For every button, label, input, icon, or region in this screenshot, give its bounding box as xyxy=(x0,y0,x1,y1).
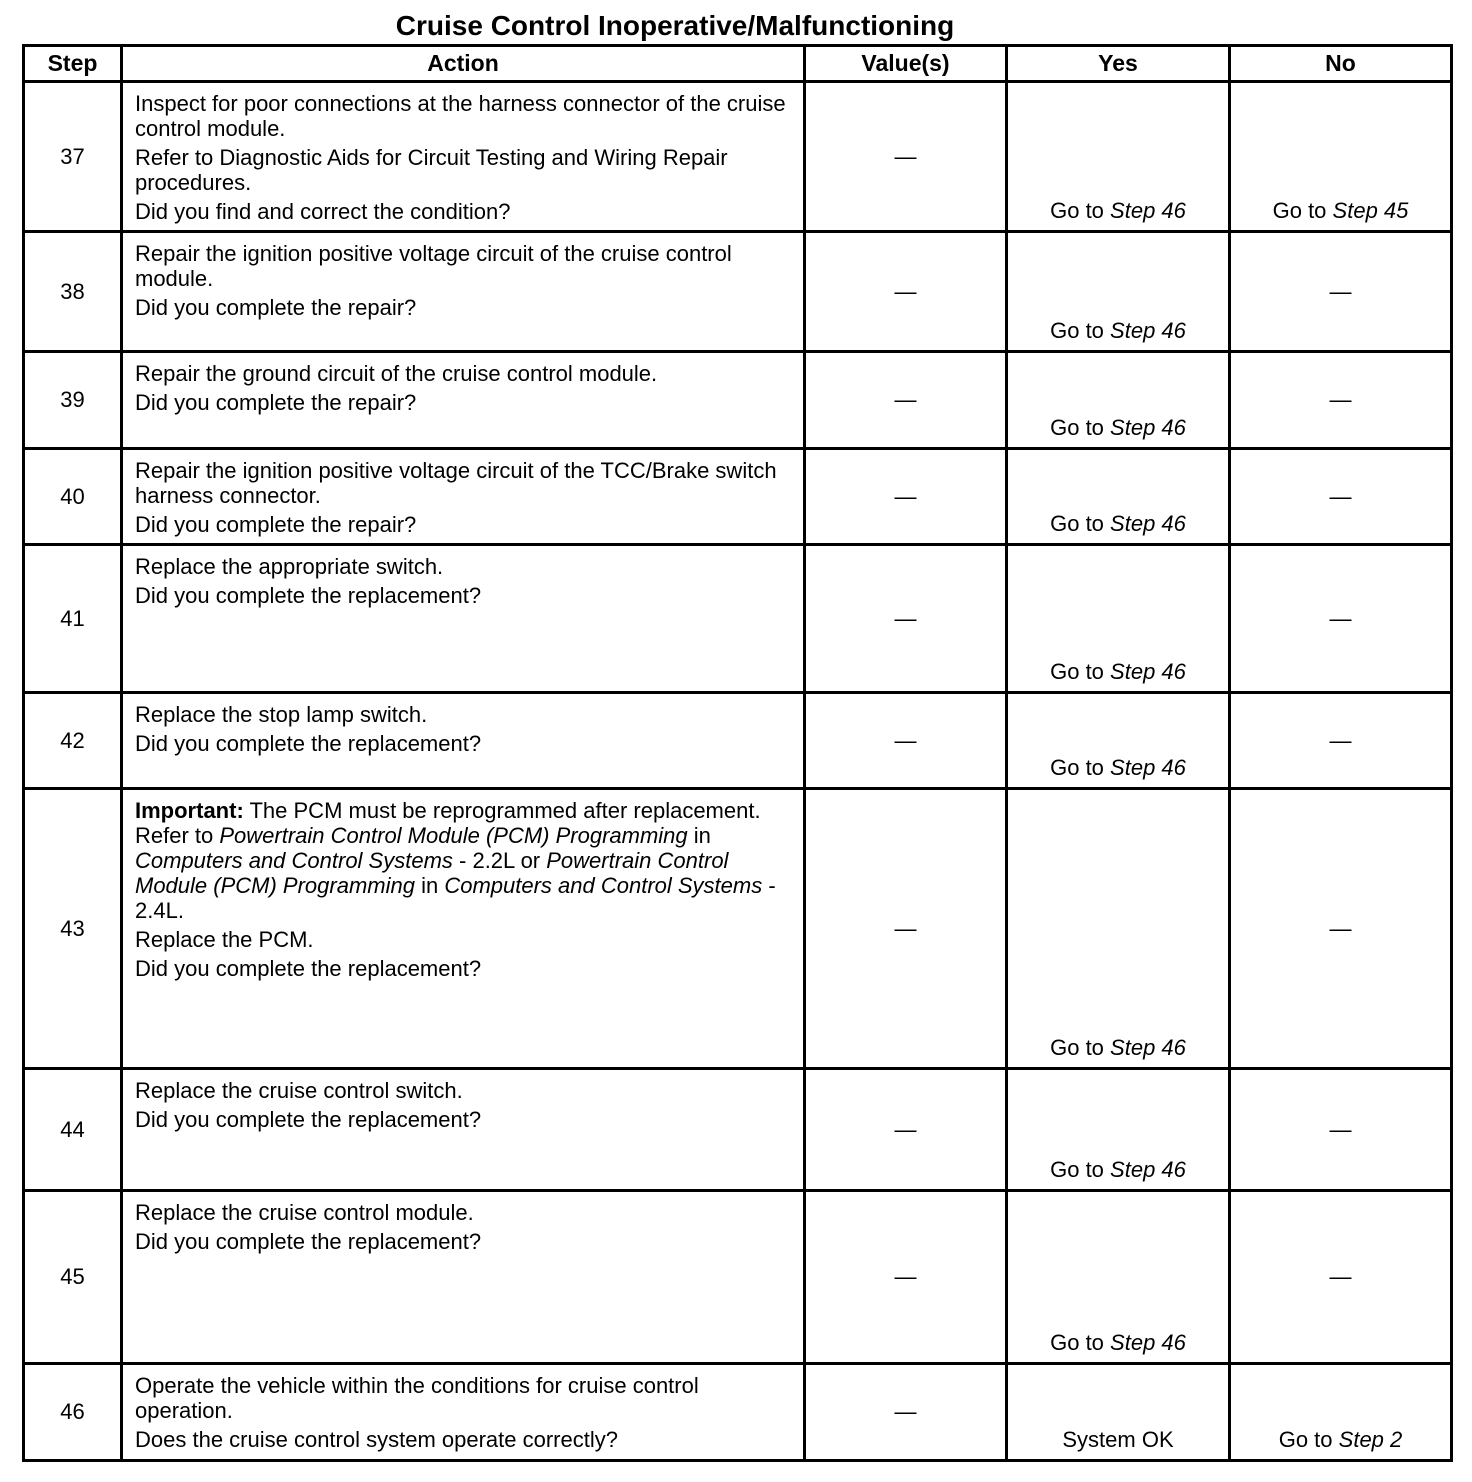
value-cell: — xyxy=(805,693,1007,789)
yes-prefix: Go to xyxy=(1050,198,1104,223)
action-question: Did you complete the replacement? xyxy=(135,1229,482,1254)
yes-prefix: Go to xyxy=(1050,755,1104,780)
table-row-step-44 xyxy=(24,1069,1452,1191)
header-step: Step xyxy=(24,46,122,82)
header-values: Value(s) xyxy=(805,46,1007,82)
yes-cell xyxy=(1007,1069,1230,1191)
value-cell: — xyxy=(805,82,1007,232)
reference-title: Powertrain Control Module (PCM) Programming xyxy=(135,848,729,898)
yes-cell xyxy=(1007,789,1230,1069)
yes-prefix: Go to xyxy=(1050,1157,1104,1182)
yes-step-link[interactable]: Step 46 xyxy=(1110,415,1186,440)
table-row-step-39 xyxy=(24,352,1452,449)
no-step-link[interactable]: Step 45 xyxy=(1332,198,1409,223)
no-prefix: Go to xyxy=(1272,198,1327,223)
action-text: Replace the appropriate switch. xyxy=(135,554,444,579)
table-title: Cruise Control Inoperative/Malfunctioning xyxy=(395,10,955,41)
action-question: Did you complete the replacement? xyxy=(135,956,482,981)
yes-prefix: Go to xyxy=(1050,318,1104,343)
table-row-step-43 xyxy=(24,789,1452,1069)
yes-cell xyxy=(1007,449,1230,545)
no-cell: — xyxy=(1230,789,1452,1069)
step-number: 38 xyxy=(24,232,122,352)
yes-step-link[interactable]: Step 46 xyxy=(1110,1330,1186,1355)
no-cell: — xyxy=(1230,1069,1452,1191)
value-cell: — xyxy=(805,545,1007,693)
yes-cell xyxy=(1007,545,1230,693)
action-cell xyxy=(122,1364,805,1461)
action-text: Replace the cruise control switch. xyxy=(135,1078,463,1103)
no-cell: — xyxy=(1230,1191,1452,1364)
table-row-step-37 xyxy=(24,82,1452,232)
table-row-step-40 xyxy=(24,449,1452,545)
yes-prefix: Go to xyxy=(1050,1035,1104,1060)
action-question: Did you complete the replacement? xyxy=(135,1107,482,1132)
value-cell: — xyxy=(805,352,1007,449)
action-question: Did you complete the repair? xyxy=(135,512,417,537)
yes-step-link[interactable]: Step 46 xyxy=(1110,659,1186,684)
header-no: No xyxy=(1230,46,1452,82)
step-number: 45 xyxy=(24,1191,122,1364)
value-cell: — xyxy=(805,789,1007,1069)
no-cell: — xyxy=(1230,693,1452,789)
reference-title: Computers and Control Systems xyxy=(444,873,763,898)
action-cell xyxy=(122,545,805,693)
action-cell xyxy=(122,82,805,232)
yes-step-link[interactable]: Step 46 xyxy=(1110,755,1186,780)
no-cell xyxy=(1230,1364,1452,1461)
action-cell xyxy=(122,1069,805,1191)
action-text: Repair the ignition positive voltage circuit of the TCC/Brake switch harness connector. xyxy=(135,458,777,508)
action-text: Inspect for poor connections at the harness connector of the cruise control module. xyxy=(135,91,786,141)
yes-step-link[interactable]: Step 46 xyxy=(1110,511,1186,536)
value-cell: — xyxy=(805,1069,1007,1191)
yes-step-link[interactable]: Step 46 xyxy=(1110,1157,1186,1182)
action-cell xyxy=(122,449,805,545)
step-number: 42 xyxy=(24,693,122,789)
reference-title: Powertrain Control Module (PCM) Programming xyxy=(219,823,688,848)
step-number: 37 xyxy=(24,82,122,232)
no-cell: — xyxy=(1230,352,1452,449)
no-step-link[interactable]: Step 2 xyxy=(1338,1427,1403,1452)
yes-prefix: Go to xyxy=(1050,1330,1104,1355)
action-cell xyxy=(122,1191,805,1364)
yes-prefix: Go to xyxy=(1050,659,1104,684)
table-row-step-46 xyxy=(24,1364,1452,1461)
no-cell xyxy=(1230,82,1452,232)
action-cell xyxy=(122,232,805,352)
no-cell: — xyxy=(1230,545,1452,693)
table-row-step-42 xyxy=(24,693,1452,789)
table-row-step-38 xyxy=(24,232,1452,352)
action-question: Does the cruise control system operate correctly? xyxy=(135,1427,618,1452)
diagnostic-table xyxy=(22,44,1453,1462)
important-label: Important: xyxy=(135,798,244,823)
action-text: Replace the cruise control module. xyxy=(135,1200,474,1225)
table-row-step-41 xyxy=(24,545,1452,693)
action-cell xyxy=(122,693,805,789)
action-question: Did you complete the repair? xyxy=(135,390,417,415)
step-number: 41 xyxy=(24,545,122,693)
yes-cell xyxy=(1007,232,1230,352)
no-cell: — xyxy=(1230,232,1452,352)
no-prefix: Go to xyxy=(1278,1427,1333,1452)
action-question: Did you complete the replacement? xyxy=(135,731,482,756)
yes-cell xyxy=(1007,82,1230,232)
step-number: 46 xyxy=(24,1364,122,1461)
action-text: Replace the stop lamp switch. xyxy=(135,702,428,727)
action-question: Did you find and correct the condition? xyxy=(135,199,511,224)
step-number: 44 xyxy=(24,1069,122,1191)
step-number: 43 xyxy=(24,789,122,1069)
action-cell xyxy=(122,352,805,449)
yes-step-link[interactable]: Step 46 xyxy=(1110,318,1186,343)
yes-cell: System OK xyxy=(1007,1364,1230,1461)
step-number: 39 xyxy=(24,352,122,449)
value-cell: — xyxy=(805,449,1007,545)
step-number: 40 xyxy=(24,449,122,545)
important-note: Important: The PCM must be reprogrammed after replacement. Refer to Powertrain Control Module (PCM) Programming in Computers and Control Systems - 2.2L or Powertrain Control Module (PCM) Programming in Computers and Control Systems - 2.4L. xyxy=(135,798,776,923)
yes-cell xyxy=(1007,352,1230,449)
header-yes: Yes xyxy=(1007,46,1230,82)
yes-step-link[interactable]: Step 46 xyxy=(1110,198,1186,223)
yes-prefix: Go to xyxy=(1050,415,1104,440)
yes-prefix: Go to xyxy=(1050,511,1104,536)
value-cell: — xyxy=(805,232,1007,352)
action-text: Refer to Diagnostic Aids for Circuit Testing and Wiring Repair procedures. xyxy=(135,145,728,195)
action-text: Operate the vehicle within the conditions for cruise control operation. xyxy=(135,1373,699,1423)
yes-cell xyxy=(1007,693,1230,789)
reference-title: Computers and Control Systems xyxy=(135,848,453,873)
header-row xyxy=(24,46,1452,82)
action-question: Did you complete the repair? xyxy=(135,295,417,320)
action-question: Did you complete the replacement? xyxy=(135,583,482,608)
action-cell xyxy=(122,789,805,1069)
table-row-step-45 xyxy=(24,1191,1452,1364)
header-action: Action xyxy=(122,46,805,82)
no-cell: — xyxy=(1230,449,1452,545)
value-cell: — xyxy=(805,1364,1007,1461)
action-text: Repair the ground circuit of the cruise control module. xyxy=(135,361,658,386)
yes-cell xyxy=(1007,1191,1230,1364)
action-text: Repair the ignition positive voltage circuit of the cruise control module. xyxy=(135,241,732,291)
value-cell: — xyxy=(805,1191,1007,1364)
yes-step-link[interactable]: Step 46 xyxy=(1110,1035,1186,1060)
action-text: Replace the PCM. xyxy=(135,927,314,952)
